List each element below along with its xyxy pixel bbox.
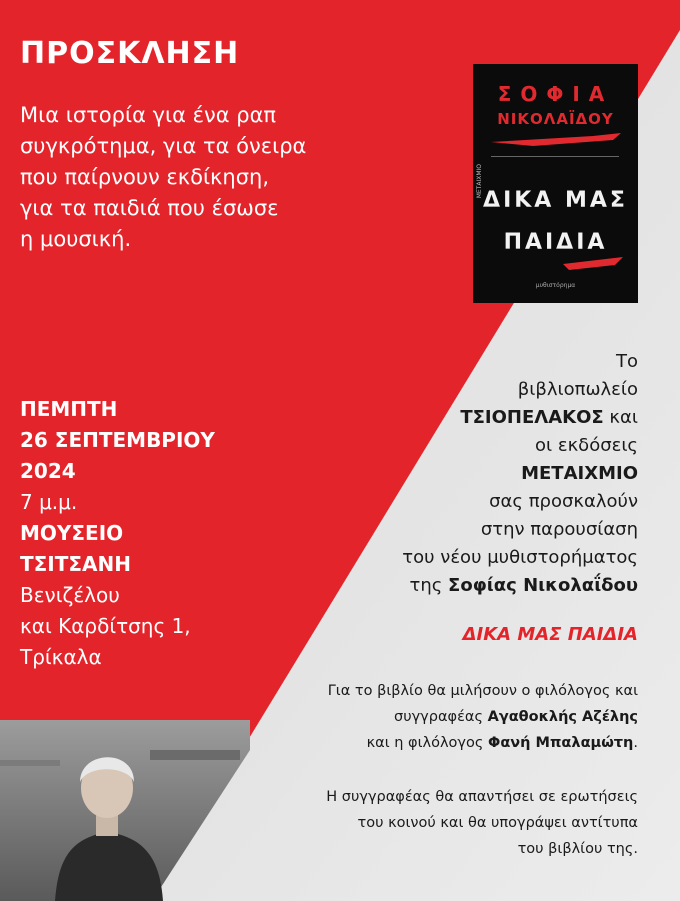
invitation-line: σας προσκαλούν xyxy=(489,491,638,512)
event-city: Τρίκαλα xyxy=(20,645,102,669)
invitation-line xyxy=(338,404,638,432)
bookstore-name: ΤΣΙΟΠΕΛΑΚΟΣ xyxy=(460,407,604,428)
intro-text xyxy=(20,100,390,255)
book-author-first: ΣΟΦΙΑ xyxy=(497,82,614,106)
event-details xyxy=(20,394,215,673)
invitation-line xyxy=(338,572,638,600)
book-cover xyxy=(473,64,638,303)
qa-line: Η συγγραφέας θα απαντήσει σε ερωτήσεις xyxy=(326,789,638,805)
invitation-text xyxy=(338,348,638,600)
invitation-line: του νέου μυθιστορήματος xyxy=(402,547,638,568)
intro-line: Μια ιστορία για ένα ραπ xyxy=(20,103,277,127)
speakers-fragment: και η φιλόλογος xyxy=(366,735,488,751)
speakers-fragment: συγγραφέας xyxy=(394,709,488,725)
invitation-line: Το xyxy=(615,351,638,372)
qa-line: του βιβλίου της. xyxy=(517,841,638,857)
author-photo xyxy=(0,720,250,901)
red-brush-stroke xyxy=(563,257,623,270)
photo-detail xyxy=(0,760,60,766)
intro-line: για τα παιδιά που έσωσε xyxy=(20,196,279,220)
event-year: 2024 xyxy=(20,459,76,483)
book-author-last: ΝΙΚΟΛΑΪΔΟΥ xyxy=(497,110,614,128)
event-address: Βενιζέλου xyxy=(20,583,120,607)
speakers-fragment: . xyxy=(633,735,638,751)
book-imprint: μυθιστόρημα xyxy=(535,282,576,289)
publisher-name: ΜΕΤΑΙΧΜΙΟ xyxy=(521,463,638,484)
invitation-fragment: και xyxy=(603,407,638,428)
cover-divider xyxy=(491,156,619,157)
page-title: ΠΡΟΣΚΛΗΣΗ xyxy=(20,36,240,71)
invitation-line xyxy=(338,460,638,488)
invitation-line: βιβλιοπωλείο xyxy=(517,379,638,400)
event-date: 26 ΣΕΠΤΕΜΒΡΙΟΥ xyxy=(20,428,215,452)
red-brush-stroke xyxy=(491,133,621,146)
event-time: 7 μ.μ. xyxy=(20,490,78,514)
event-address: και Καρδίτσης 1, xyxy=(20,614,191,638)
speaker-name: Φανή Μπαλαμώτη xyxy=(488,735,634,751)
speakers-line xyxy=(238,730,638,756)
book-title-line2: ΠΑΙΔΙΑ xyxy=(503,230,608,255)
speakers-line: Για το βιβλίο θα μιλήσουν ο φιλόλογος και xyxy=(327,683,638,699)
speakers-text xyxy=(238,678,638,756)
speaker-name: Αγαθοκλής Αζέλης xyxy=(487,709,638,725)
qa-line: του κοινού και θα υπογράψει αντίτυπα xyxy=(357,815,638,831)
intro-line: συγκρότημα, για τα όνειρα xyxy=(20,134,307,158)
invitation-line: οι εκδόσεις xyxy=(535,435,638,456)
intro-line: η μουσική. xyxy=(20,227,132,251)
book-publisher-spine: ΜΕΤΑΙΧΜΙΟ xyxy=(476,164,483,199)
intro-line: που παίρνουν εκδίκηση, xyxy=(20,165,270,189)
event-venue: ΜΟΥΣΕΙΟ xyxy=(20,521,124,545)
book-title-heading: ΔΙΚΑ ΜΑΣ ΠΑΙΔΙΑ xyxy=(462,624,638,645)
photo-detail xyxy=(150,750,240,760)
event-venue: ΤΣΙΤΣΑΝΗ xyxy=(20,552,132,576)
speakers-line xyxy=(238,704,638,730)
qa-text xyxy=(238,784,638,862)
brush-strokes xyxy=(473,64,638,303)
invitation-fragment: της xyxy=(409,575,449,596)
author-name: Σοφίας Νικολαΐδου xyxy=(448,575,638,596)
invitation-line: στην παρουσίαση xyxy=(480,519,638,540)
event-day: ΠΕΜΠΤΗ xyxy=(20,397,118,421)
book-title-line1: ΔΙΚΑ ΜΑΣ xyxy=(483,188,628,213)
